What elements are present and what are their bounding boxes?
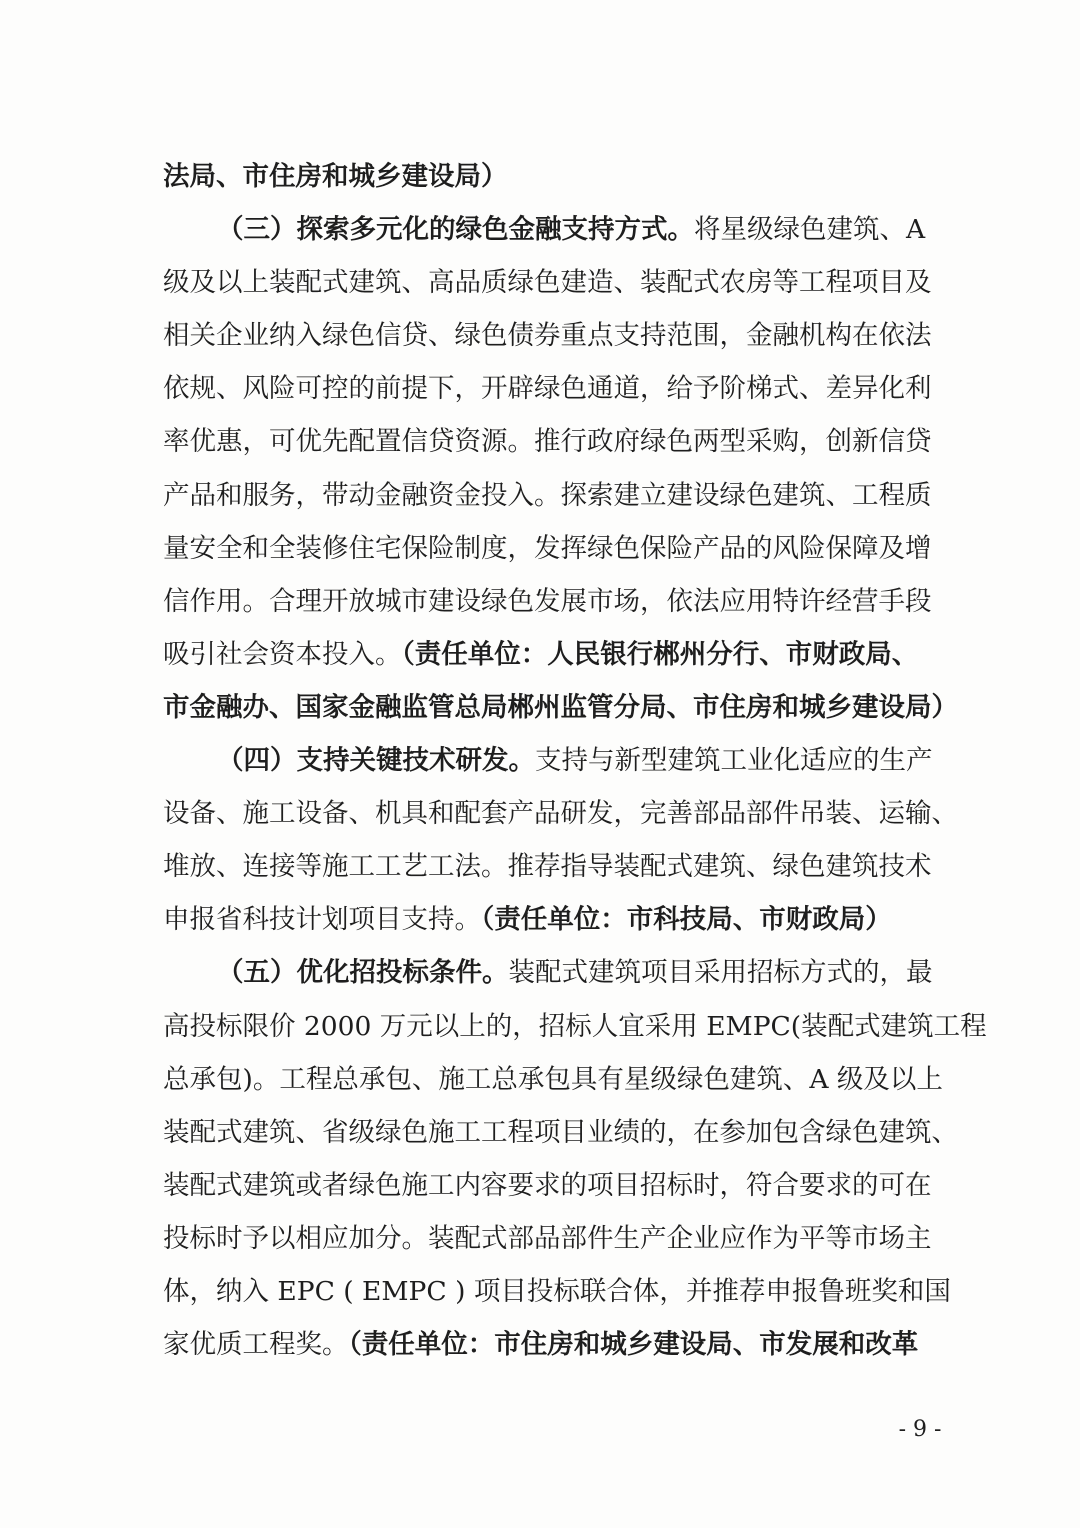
body-text xyxy=(163,150,987,1371)
text-line: 堆放、连接等施工工艺工法。推荐指导装配式建筑、绿色建筑技术 xyxy=(163,851,932,883)
text-line: 总承包)。工程总承包、施工总承包具有星级绿色建筑、A 级及以上 xyxy=(163,1063,943,1095)
bold-text-segment: （三）探索多元化的绿色金融支持方式。 xyxy=(217,214,694,246)
text-line: 产品和服务，带动金融资金投入。探索建立建设绿色建筑、工程质 xyxy=(163,479,932,511)
text-line: 设备、施工设备、机具和配套产品研发，完善部品部件吊装、运输、 xyxy=(163,798,958,830)
text-line: 率优惠，可优先配置信贷资源。推行政府绿色两型采购，创新信贷 xyxy=(163,426,932,458)
text-line xyxy=(163,893,958,946)
bold-text-segment: （四）支持关键技术研发。 xyxy=(217,745,535,777)
text-segment: 将星级绿色建筑、A xyxy=(694,214,926,246)
text-line: 级及以上装配式建筑、高品质绿色建造、装配式农房等工程项目及 xyxy=(163,267,932,299)
bold-text-segment: （责任单位：市科技局、市财政局） xyxy=(481,904,892,936)
text-line xyxy=(163,203,958,256)
text-line: 量安全和全装修住宅保险制度，发挥绿色保险产品的风险保障及增 xyxy=(163,532,932,564)
text-line: 法局、市住房和城乡建设局） xyxy=(163,161,508,192)
text-line: 依规、风险可控的前提下，开辟绿色通道，给予阶梯式、差异化利 xyxy=(163,373,932,405)
text-line: 投标时予以相应加分。装配式部品部件生产企业应作为平等市场主 xyxy=(163,1222,932,1254)
text-segment: 装配式建筑项目采用招标方式的，最 xyxy=(508,957,933,989)
bold-text-segment: （五）优化招投标条件。 xyxy=(217,957,509,989)
text-line: 信作用。合理开放城市建设绿色发展市场，依法应用特许经营手段 xyxy=(163,585,932,617)
bold-text-segment: （责任单位：市住房和城乡建设局、市发展和改革 xyxy=(348,1329,919,1361)
text-line xyxy=(163,734,958,787)
text-line: 体，纳入 EPC ( EMPC ) 项目投标联合体，并推荐申报鲁班奖和国 xyxy=(163,1275,951,1307)
text-segment: 申报省科技计划项目支持。 xyxy=(163,904,481,936)
text-line: 高投标限价 2000 万元以上的，招标人宜采用 EMPC(装配式建筑工程 xyxy=(163,1010,987,1042)
text-segment: 家优质工程奖。 xyxy=(163,1329,349,1361)
text-line xyxy=(163,628,958,681)
text-line xyxy=(163,1318,958,1371)
text-line: 装配式建筑、省级绿色施工工程项目业绩的，在参加包含绿色建筑、 xyxy=(163,1116,958,1148)
text-line xyxy=(163,946,958,999)
text-line: 市金融办、国家金融监管总局郴州监管分局、市住房和城乡建设局） xyxy=(163,691,958,723)
bold-text-segment: （责任单位：人民银行郴州分行、市财政局、 xyxy=(401,638,919,670)
text-line: 相关企业纳入绿色信贷、绿色债券重点支持范围，金融机构在依法 xyxy=(163,320,932,352)
text-segment: 吸引社会资本投入。 xyxy=(163,638,402,670)
text-line: 装配式建筑或者绿色施工内容要求的项目招标时，符合要求的可在 xyxy=(163,1169,932,1201)
page-number: - 9 - xyxy=(898,1417,942,1442)
text-segment: 支持与新型建筑工业化适应的生产 xyxy=(535,745,933,777)
